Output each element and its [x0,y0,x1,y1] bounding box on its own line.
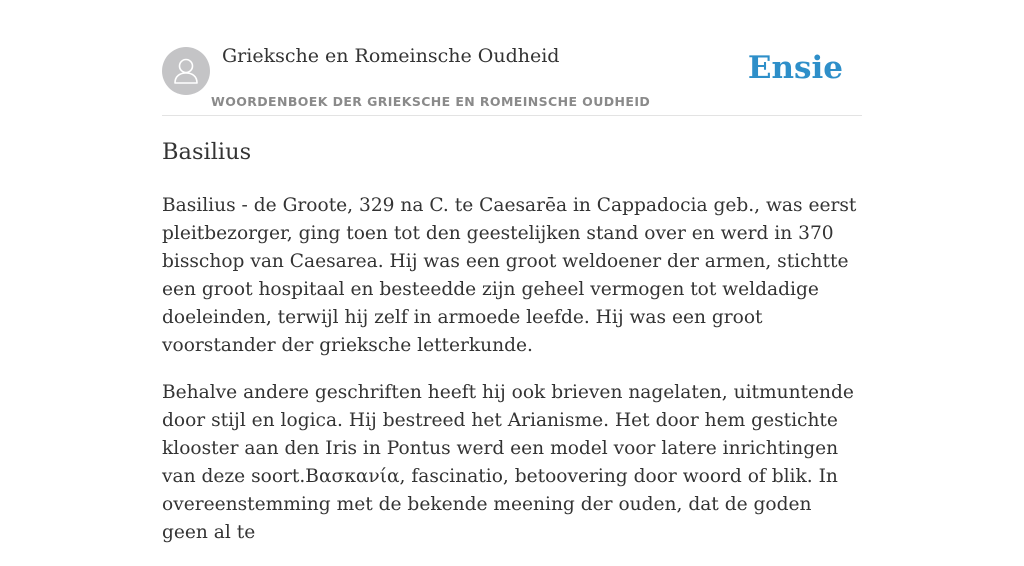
entry-title: Basilius [162,139,252,165]
header-divider [162,115,862,116]
user-icon [162,47,210,95]
entry-paragraph: Basilius - de Groote, 329 na C. te Caesarēa in Cappadocia geb., was eerst pleitbezorger, ging toen tot den geestelijken stand over en werd in 370 bisschop van Caesarea. Hij was een groot weldoener der armen, stichtte een groot hospitaal en besteedde zijn geheel vermogen tot weldadige doeleinden, terwijl hij zelf in armoede leefde. Hij was een groot voorstander der grieksche letterkunde. [162,195,857,356]
brand-logo[interactable]: Ensie [747,50,843,86]
source-subtitle: WOORDENBOEK DER GRIEKSCHE EN ROMEINSCHE OUDHEID [211,94,651,109]
avatar[interactable] [162,47,210,95]
source-title-link[interactable]: Grieksche en Romeinsche Oudheid [222,45,560,67]
entry-body [162,192,862,566]
entry-paragraph: Behalve andere geschriften heeft hij ook brieven nagelaten, uitmuntende door stijl en logica. Hij bestreed het Arianisme. Het door hem gestichte klooster aan den Iris in Pontus werd een model voor latere inrichtingen van deze soort.Βασκανία, fascinatio, betoovering door woord of blik. In overeenstemming met de bekende meening der ouden, dat de goden geen al te [162,382,854,543]
